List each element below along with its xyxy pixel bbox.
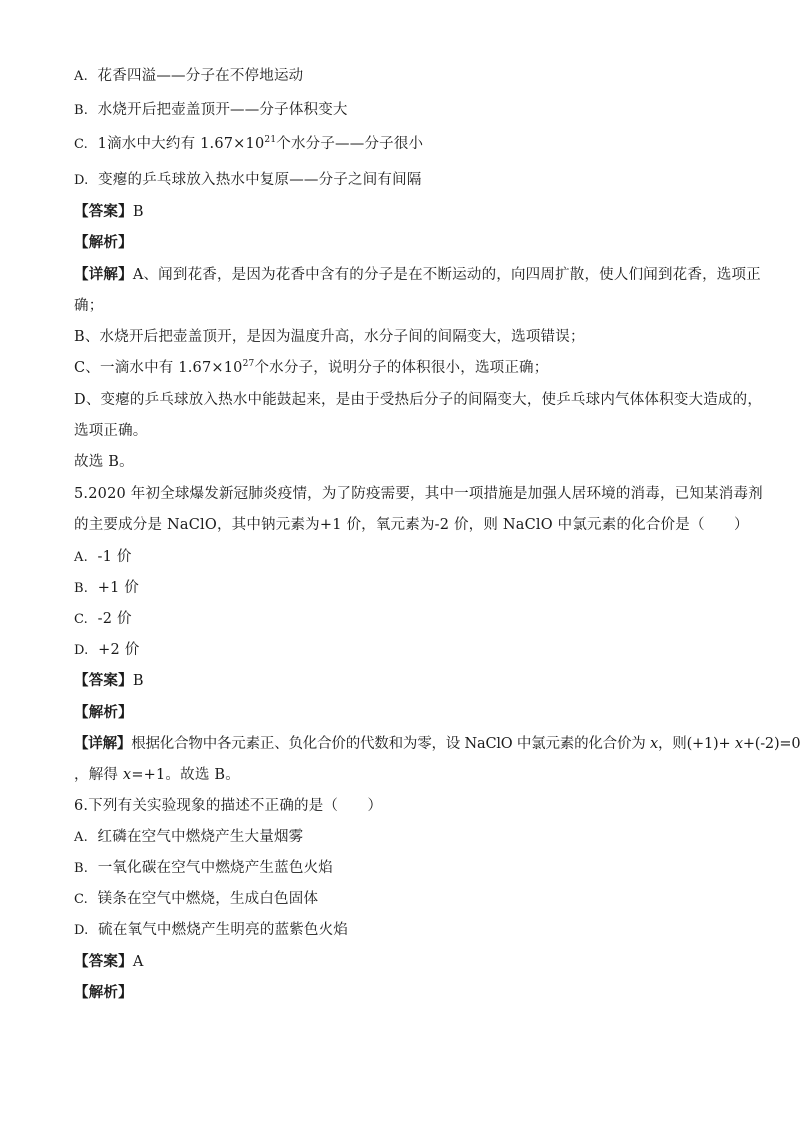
detail-label: 【详解】 (74, 266, 133, 283)
option-text: +1 价 (97, 580, 140, 596)
q6-option-a (74, 827, 724, 848)
q4-option-a (74, 66, 724, 87)
q5-option-c (74, 609, 724, 630)
detail-text: =+1。故选 B。 (131, 767, 240, 783)
option-letter: C. (74, 892, 89, 907)
analysis-label: 【解析】 (74, 984, 133, 1001)
variable: x (734, 736, 743, 752)
q4-detail-line-2 (74, 296, 724, 316)
answer-label: 【答案】 (74, 672, 133, 689)
option-text: 个水分子——分子很小 (276, 136, 424, 152)
option-text: 红磷在空气中燃烧产生大量烟雾 (97, 829, 304, 845)
detail-text: 个水分子，说明分子的体积很小，选项正确； (254, 360, 549, 376)
option-letter: C. (74, 137, 89, 152)
option-letter: B. (74, 103, 89, 118)
option-text: +2 价 (98, 642, 140, 658)
detail-text: +(-2)=0 (742, 736, 800, 752)
detail-text: C、一滴水中有 1.67×10 (74, 360, 243, 376)
q5-analysis-label (74, 703, 724, 723)
q5-option-b (74, 578, 724, 599)
q5-detail-line-2 (74, 765, 724, 785)
option-text: 硫在氧气中燃烧产生明亮的蓝紫色火焰 (98, 922, 349, 938)
question-stem: 的主要成分是 NaClO，其中钠元素为+1 价，氧元素为-2 价，则 NaClO 中氯元素的化合价是（ ） (74, 517, 749, 533)
option-text: 镁条在空气中燃烧，生成白色固体 (97, 891, 319, 907)
analysis-label: 【解析】 (74, 704, 133, 721)
detail-label: 【详解】 (74, 735, 132, 752)
q6-option-b (74, 858, 724, 879)
question-stem: 6.下列有关实验现象的描述不正确的是（ ） (74, 798, 383, 814)
option-letter: A. (74, 550, 88, 565)
q4-conclusion (74, 452, 724, 472)
option-text: 一氧化碳在空气中燃烧产生蓝色火焰 (97, 860, 333, 876)
option-letter: D. (74, 923, 89, 938)
q6-option-c (74, 889, 724, 910)
q6-answer (74, 952, 724, 972)
detail-text: 根据化合物中各元素正、负化合价的代数和为零，设 NaClO 中氯元素的化合价为 (131, 736, 650, 752)
option-text: 变瘪的乒乓球放入热水中复原——分子之间有间隔 (98, 172, 422, 188)
option-letter: D. (74, 643, 89, 658)
option-text: 1滴水中大约有 1.67×10 (97, 136, 265, 152)
detail-text: 确； (74, 298, 104, 314)
q6-stem (74, 796, 724, 816)
q4-answer (74, 202, 724, 222)
q5-stem-line-2 (74, 515, 749, 535)
detail-text: D、变瘪的乒乓球放入热水中能鼓起来，是由于受热后分子的间隔变大，使乒乓球内气体体积变大造成的， (74, 392, 763, 408)
q4-detail-line-3 (74, 327, 724, 347)
q4-analysis-label (74, 233, 724, 253)
detail-text: B、水烧开后把壶盖顶开，是因为温度升高，水分子间的间隔变大，选项错误； (74, 329, 585, 345)
q6-analysis-label (74, 983, 724, 1003)
option-letter: B. (74, 861, 89, 876)
detail-text: ，解得 (74, 767, 123, 783)
question-stem: 5.2020 年初全球爆发新冠肺炎疫情，为了防疫需要，其中一项措施是加强人居环境的消毒，已知某消毒剂 (74, 486, 763, 502)
exponent: 21 (264, 135, 277, 145)
answer-value: A (132, 954, 144, 970)
answer-value: B (132, 673, 144, 689)
q5-detail-line-1 (74, 734, 800, 754)
option-text: 花香四溢——分子在不停地运动 (97, 68, 304, 84)
option-text: 水烧开后把壶盖顶开——分子体积变大 (97, 102, 348, 118)
q4-option-d (74, 170, 724, 191)
q4-detail-line-4 (74, 358, 724, 378)
conclusion-text: 故选 B。 (74, 454, 134, 470)
answer-label: 【答案】 (74, 953, 133, 970)
q4-option-b (74, 100, 724, 121)
q4-detail-line-5 (74, 390, 763, 410)
option-letter: B. (74, 581, 89, 596)
q5-stem-line-1 (74, 484, 763, 504)
option-letter: A. (74, 69, 88, 84)
q5-answer (74, 671, 724, 691)
detail-text: A、闻到花香，是因为花香中含有的分子是在不断运动的，向四周扩散，使人们闻到花香，选项正 (132, 267, 761, 283)
detail-text: 选项正确。 (74, 423, 148, 439)
q5-option-d (74, 640, 724, 661)
exponent: 27 (242, 359, 255, 369)
analysis-label: 【解析】 (74, 234, 133, 251)
answer-value: B (132, 204, 144, 220)
option-text: -2 价 (97, 611, 132, 627)
variable: x (649, 736, 658, 752)
option-letter: A. (74, 830, 88, 845)
option-text: -1 价 (97, 549, 132, 565)
q4-detail-line-1 (74, 265, 761, 285)
q4-option-c (74, 134, 724, 155)
option-letter: D. (74, 173, 89, 188)
detail-text: ，则(+1)+ (657, 736, 735, 752)
option-letter: C. (74, 612, 89, 627)
answer-label: 【答案】 (74, 203, 133, 220)
variable: x (122, 767, 132, 783)
q6-option-d (74, 920, 724, 941)
q4-detail-line-6 (74, 421, 724, 441)
q5-option-a (74, 547, 724, 568)
